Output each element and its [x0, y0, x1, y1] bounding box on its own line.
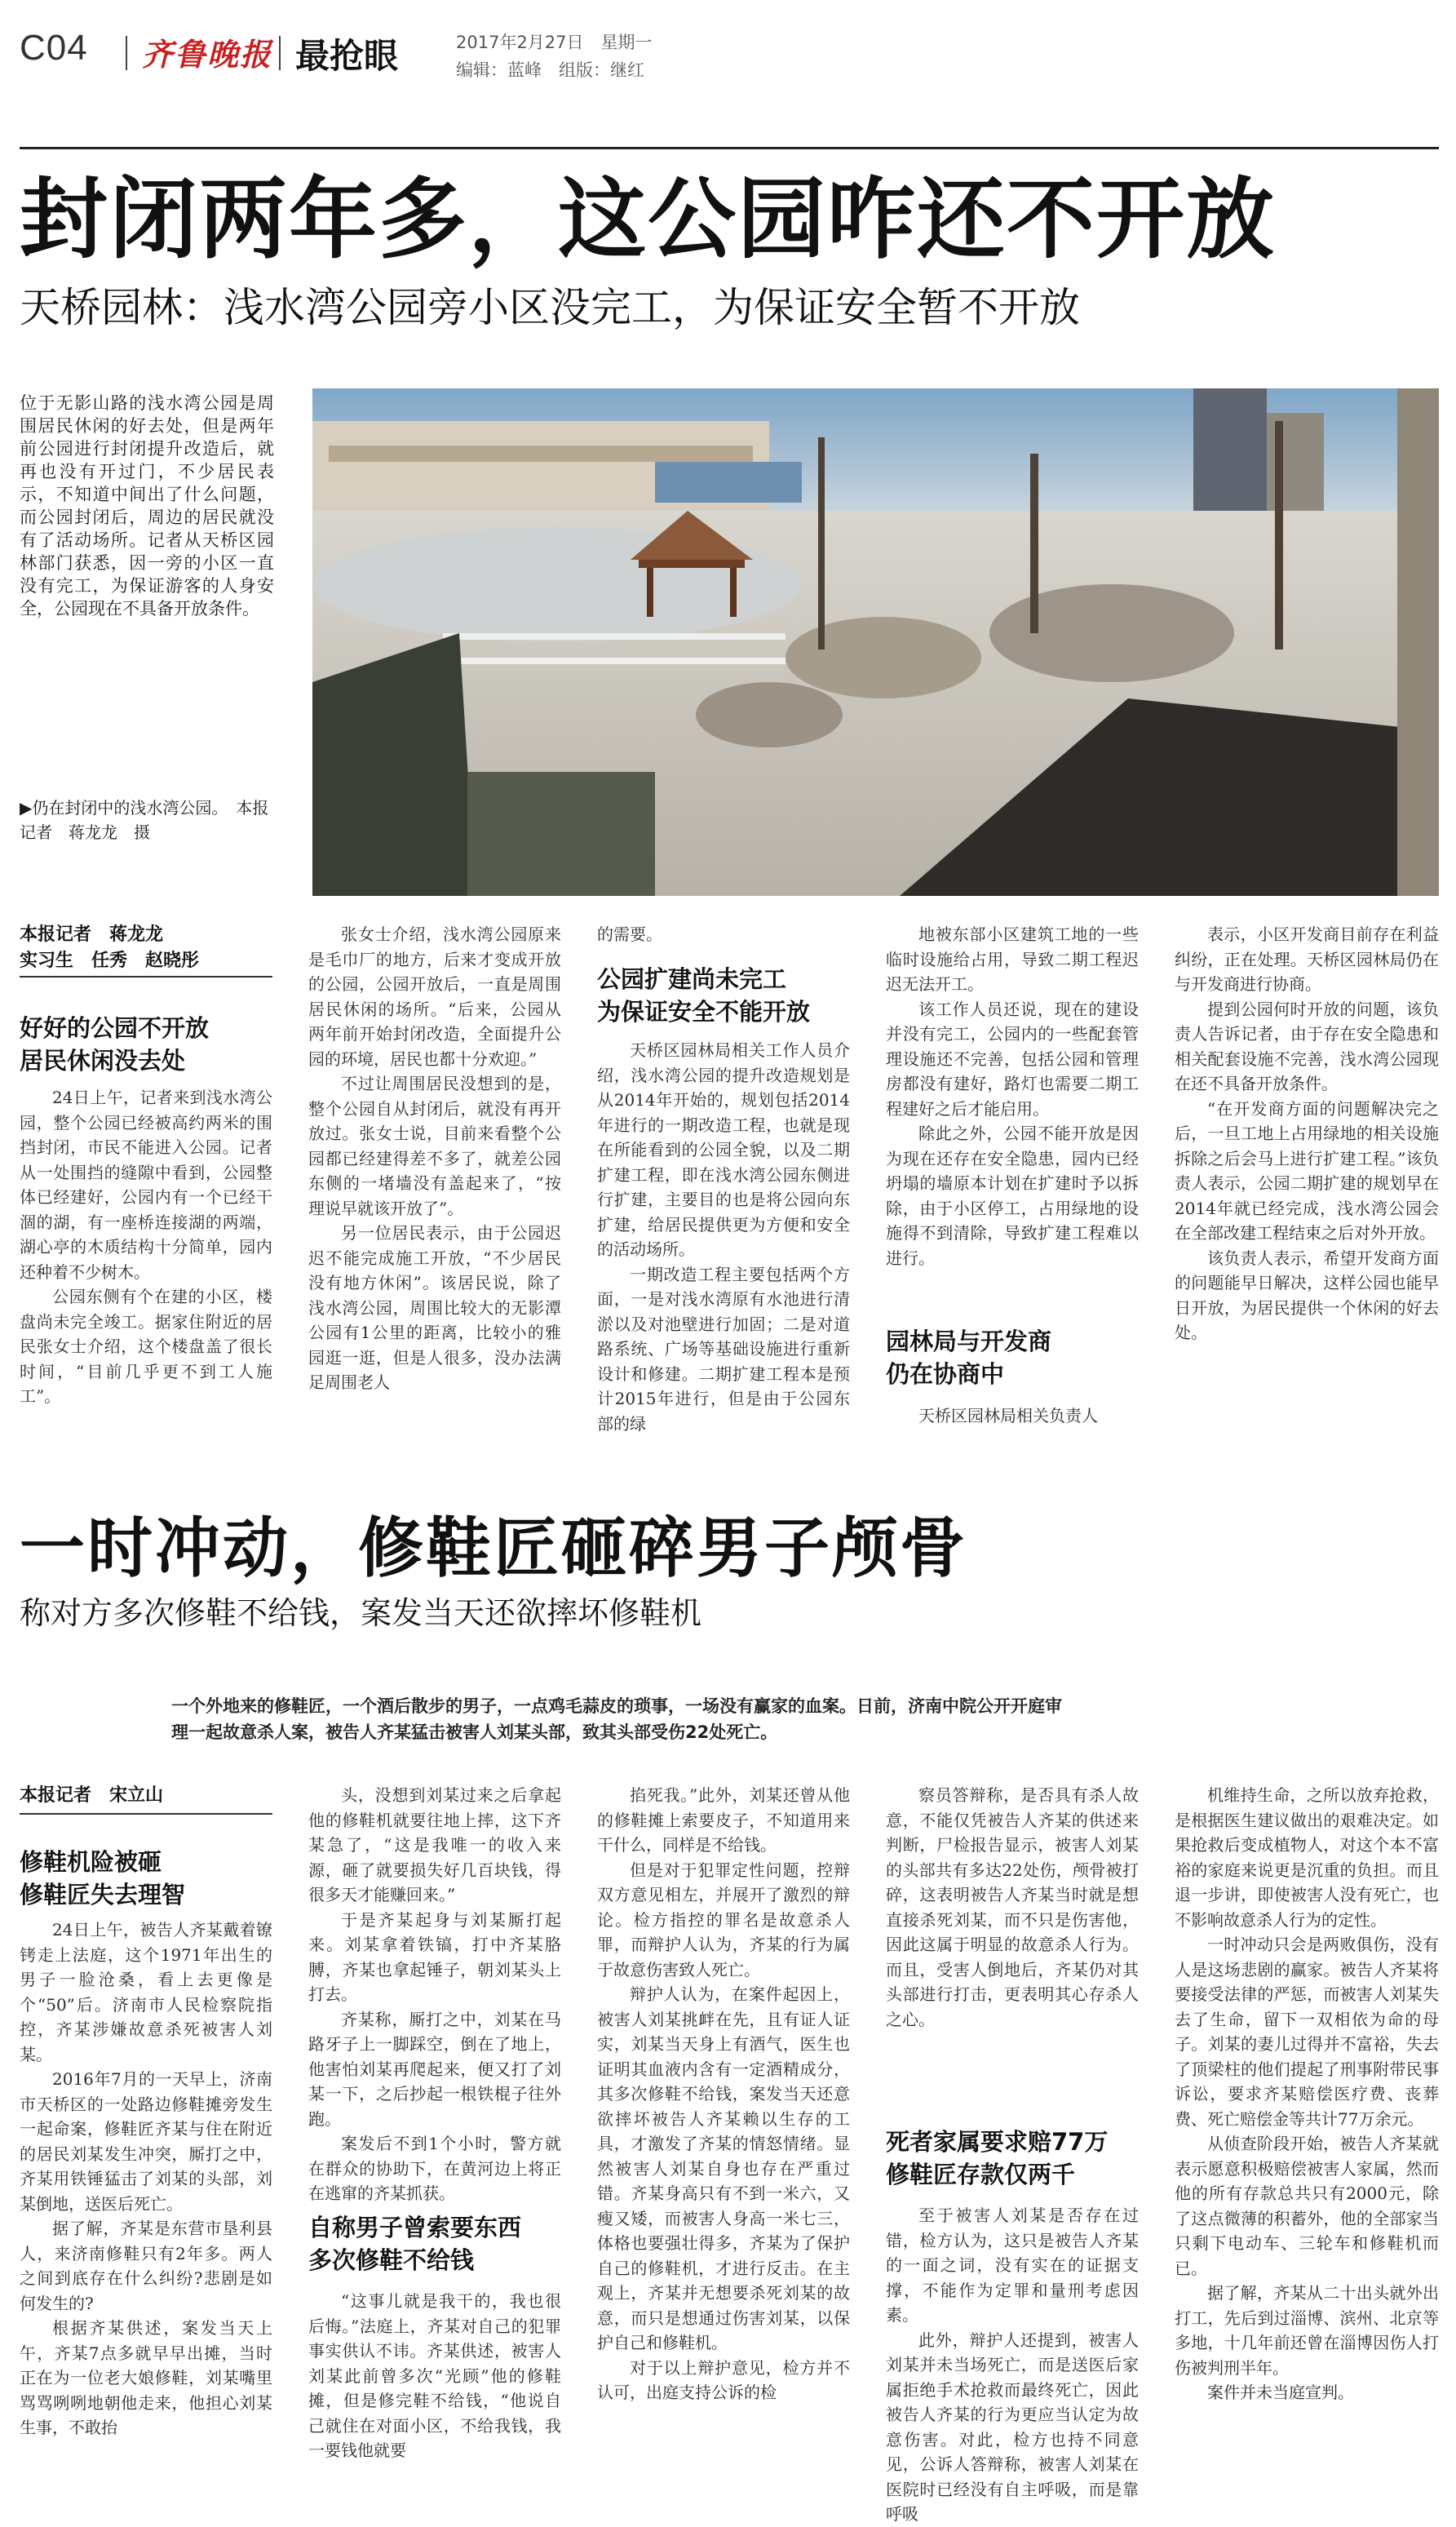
story1-column-2: [308, 922, 561, 1436]
paragraph: “在开发商方面的问题解决完之后，一旦工地上占用绿地的相关设施拆除之后会马上进行扩建工程。”该负责人表示，公园二期扩建的规划早在2014年就已经完成，浅水湾公园会在全部改建工程结束之后对外开放。: [1175, 1098, 1439, 1243]
story1-column-1: [20, 1085, 272, 1436]
masthead-divider: [279, 36, 281, 70]
paragraph: 此外，辩护人还提到，被害人刘某并未当场死亡，而是送医后家属拒绝手术抢救而最终死亡，因此被告人齐某的行为更应当认定为故意伤害。对此，检方也持不同意见，公诉人答辩称，被害人刘某在医院时已经没有自主呼吸，而是靠呼吸: [886, 2330, 1139, 2524]
paragraph: 一期改造工程主要包括两个方面，一是对浅水湾原有水池进行清淤以及对池壁进行加固；二是对道路系统、广场等基础设施进行重新设计和修建。二期扩建工程本是预计2015年进行，但是由于公园东部的绿: [597, 1264, 850, 1434]
story1-column-3: [597, 1038, 850, 1438]
paragraph: 据了解，齐某是东营市垦利县人，来济南修鞋只有2年多。两人之间到底存在什么纠纷?悲剧是如何发生的?: [20, 2219, 272, 2313]
paragraph: 但是对于犯罪定性问题，控辩双方意见相左，并展开了激烈的辩论。检方指控的罪名是故意杀人罪，而辩护人认为，齐某的行为属于故意伤害致人死亡。: [597, 1860, 850, 1979]
paragraph: 该负责人表示，希望开发商方面的问题能早日解决，这样公园也能早日开放，为居民提供一个休闲的好去处。: [1175, 1248, 1439, 1342]
story2-column-4-tail: [886, 2203, 1139, 2524]
story2-subhead-1: 修鞋机险被砸 修鞋匠失去理智: [20, 1848, 186, 1909]
story1-subheadline: 天桥园林：浅水湾公园旁小区没完工，为保证安全暂不开放: [20, 284, 1080, 331]
paragraph: 于是齐某起身与刘某厮打起来。刘某拿着铁镐，打中齐某胳膊，齐某也拿起锤子，朝刘某头上打去。: [308, 1909, 561, 2004]
story2-column-5: [1175, 1783, 1439, 2485]
paragraph: 24日上午，被告人齐某戴着镣铐走上法庭，这个1971年出生的男子一脸沧桑，看上去更像是个“50”后。济南市人民检察院指控，齐某涉嫌故意杀死被害人刘某。: [20, 1920, 272, 2064]
paragraph: 张女士介绍，浅水湾公园原来是毛巾厂的地方，后来才变成开放的公园，公园开放后，一直是周围居民休闲的场所。“后来，公园从两年前开始封闭改造，全面提升公园的环境，居民也都十分欢迎。”: [308, 924, 561, 1069]
paragraph: 察员答辩称，是否具有杀人故意，不能仅凭被告人齐某的供述来判断，尸检报告显示，被害人刘某的头部共有多达22处伤，颅骨被打碎，这表明被告人齐某当时就是想直接杀死刘某，而不只是伤害他，因此这属于明显的故意杀人行为。而且，受害人倒地后，齐某仍对其头部进行打击，更表明其心存杀人之心。: [886, 1785, 1139, 2029]
story2-column-3: [597, 1783, 850, 2485]
story2-byline: 本报记者 宋立山: [20, 1785, 164, 1806]
story2-column-4: [886, 1783, 1139, 2093]
paragraph: 的需要。: [597, 924, 662, 944]
paragraph: 对于以上辩护意见，检方并不认可，出庭支持公诉的检: [597, 2357, 850, 2402]
paragraph: “这事儿就是我干的，我也很后悔。”法庭上，齐某对自己的犯罪事实供认不讳。齐某供述，被害人刘某此前曾多次“光顾”他的修鞋摊，但是修完鞋不给钱，“他说自己就住在对面小区，不给我钱，我一要钱他就要: [308, 2291, 561, 2460]
story2-column-2-tail: [308, 2289, 561, 2485]
story1-column-4: [886, 922, 1139, 1289]
story1-subhead-1: 好好的公园不开放 居民休闲没去处: [20, 1014, 210, 1075]
editor-credit: 编辑：蓝峰 组版：继红: [456, 60, 644, 80]
paragraph: 齐某称，厮打之中，刘某在马路牙子上一脚踩空，倒在了地上，他害怕刘某再爬起来，便又打了刘某一下，之后抄起一根铁棍子往外跑。: [308, 2009, 561, 2129]
section-title: 最抢眼: [295, 36, 399, 76]
newspaper-logo: 齐鲁晚报: [142, 36, 273, 73]
paragraph: 一时冲动只会是两败俱伤，没有人是这场悲剧的赢家。被告人齐某将要接受法律的严惩，而被害人刘某失去了生命，留下一双相依为命的母子。刘某的妻儿过得并不富裕，失去了顶梁柱的他们提起了刑事附带民事诉讼，要求齐某赔偿医疗费、丧葬费、死亡赔偿金等共计77万余元。: [1175, 1935, 1439, 2129]
byline-rule: [20, 976, 272, 978]
masthead-divider: [126, 36, 127, 70]
paragraph: 不过让周围居民没想到的是，整个公园自从封闭后，就没有再开放过。张女士说，目前来看整个公园都已经建得差不多了，就差公园东侧的一堵墙没有盖起来了，“按理说早就该开放了”。: [308, 1074, 561, 1218]
paragraph: 表示，小区开发商目前存在利益纠纷，正在处理。天桥区园林局仍在与开发商进行协商。: [1175, 924, 1439, 994]
paragraph: 另一位居民表示，由于公园迟迟不能完成施工开放，“不少居民没有地方休闲”。该居民说，除了浅水湾公园，周围比较大的无影潭公园有1公里的距离，比较小的雅园逛一逛，但是人很多，没办法满足周围老人: [308, 1223, 561, 1392]
reporter-name: 本报记者 蒋龙龙: [20, 924, 164, 945]
story2-subhead-3: 死者家属要求赔77万 修鞋匠存款仅两千: [886, 2128, 1109, 2188]
byline-rule: [20, 1813, 272, 1815]
paragraph: 头，没想到刘某过来之后拿起他的修鞋机就要往地上摔，这下齐某急了，“这是我唯一的收入来源，砸了就要损失好几百块钱，得很多天才能赚回来。”: [308, 1785, 561, 1904]
story2-headline: 一时冲动，修鞋匠砸碎男子颅骨: [20, 1510, 967, 1586]
paragraph: 天桥区园林局相关工作人员介绍，浅水湾公园的提升改造规划是从2014年开始的，规划包括2014年进行的一期改造工程，也就是现在所能看到的公园全貌，以及二期扩建工程，即在浅水湾公园东侧进行扩建，主要目的也是将公园向东扩建，给居民提供更为方便和安全的活动场所。: [597, 1040, 850, 1259]
paragraph: 掐死我。”此外，刘某还曾从他的修鞋摊上索要皮子，不知道用来干什么，同样是不给钱。: [597, 1785, 850, 1855]
header-rule: [20, 147, 1439, 149]
paragraph: 机维持生命，之所以放弃抢救，是根据医生建议做出的艰难决定。如果抢救后变成植物人，对这个本不富裕的家庭来说更是沉重的负担。而且退一步讲，即使被害人没有死亡，也不影响故意杀人行为的定性。: [1175, 1785, 1439, 1930]
story2-subhead-2: 自称男子曾索要东西 多次修鞋不给钱: [308, 2214, 522, 2274]
story2-column-2: [308, 1783, 561, 2203]
paragraph: 从侦查阶段开始，被告人齐某就表示愿意积极赔偿被害人家属，然而他的所有存款总共只有2000元，除了这点微薄的积蓄外，他的全部家当只剩下电动车、三轮车和修鞋机而已。: [1175, 2134, 1439, 2278]
story1-byline: [20, 922, 274, 974]
paragraph: 24日上午，记者来到浅水湾公园，整个公园已经被高约两米的围挡封闭，市民不能进入公园。记者从一处围挡的缝隙中看到，公园整体已经建好，公园内有一个已经干涸的湖，有一座桥连接湖的两端，湖心亭的木质结构十分简单，园内还种着不少树木。: [20, 1088, 272, 1282]
paragraph: 该工作人员还说，现在的建设并没有完工，公园内的一些配套管理设施还不完善，包括公园和管理房都没有建好，路灯也需要二期工程建好之后才能启用。: [886, 999, 1139, 1119]
paragraph: 2016年7月的一天早上，济南市天桥区的一处路边修鞋摊旁发生一起命案，修鞋匠齐某与住在附近的居民刘某发生冲突，厮打之中，齐某用铁锤猛击了刘某的头部，刘某倒地，送医后死亡。: [20, 2069, 272, 2214]
paragraph: 地被东部小区建筑工地的一些临时设施给占用，导致二期工程迟迟无法开工。: [886, 924, 1139, 994]
paragraph: 除此之外，公园不能开放是因为现在还存在安全隐患，园内已经坍塌的墙原本计划在扩建时予以拆除，由于小区停工，占用绿地的设施得不到清除，导致扩建工程难以进行。: [886, 1124, 1139, 1268]
story2-column-1: [20, 1917, 272, 2489]
story1-headline: 封闭两年多，这公园咋还不开放: [20, 169, 1277, 271]
story2-subheadline: 称对方多次修鞋不给钱，案发当天还欲摔坏修鞋机: [20, 1595, 702, 1631]
photo-caption: ▶仍在封闭中的浅水湾公园。 本报记者 蒋龙龙 摄: [20, 798, 269, 842]
paragraph: 至于被害人刘某是否存在过错，检方认为，这只是被告人齐某的一面之词，没有实在的证据支撑，不能作为定罪和量刑考虑因素。: [886, 2206, 1139, 2325]
issue-date: 2017年2月27日 星期一: [456, 33, 653, 52]
paragraph: 提到公园何时开放的问题，该负责人告诉记者，由于存在安全隐患和相关配套设施不完善，浅水湾公园现在还不具备开放条件。: [1175, 999, 1439, 1093]
story1-lead: 位于无影山路的浅水湾公园是周围居民休闲的好去处，但是两年前公园进行封闭提升改造后，就再也没有开过门，不少居民表示，不知道中间出了什么问题，而公园封闭后，周边的居民就没有了活动场所。记者从天桥区园林部门获悉，因一旁的小区一直没有完工，为保证游客的人身安全，公园现在不具备开放条件。: [20, 393, 274, 618]
paragraph: 案件并未当庭宣判。: [1207, 2383, 1354, 2402]
story1-subhead-2: 公园扩建尚未完工 为保证安全不能开放: [597, 965, 811, 1026]
page-number: C04: [20, 28, 88, 68]
story1-column-4-tail: [886, 1403, 1139, 1429]
story1-subhead-3: 园林局与开发商 仍在协商中: [886, 1328, 1052, 1388]
intro-line: 一个外地来的修鞋匠，一个酒后散步的男子，一点鸡毛蒜皮的琐事，一场没有赢家的血案。日前，济南中院公开开庭审: [171, 1696, 1062, 1716]
story1-column-5: [1175, 922, 1439, 1436]
paragraph: 案发后不到1个小时，警方就在群众的协助下，在黄河边上将正在逃窜的齐某抓获。: [308, 2134, 561, 2203]
intern-names: 实习生 任秀 赵晓彤: [20, 951, 200, 971]
park-photo: [312, 388, 1439, 896]
story2-intro: [171, 1693, 1281, 1745]
story1-column-3-top: [597, 922, 850, 947]
paragraph: 据了解，齐某从二十出头就外出打工，先后到过淄博、滨州、北京等多地，十几年前还曾在淄博因伤人打伤被判刑半年。: [1175, 2283, 1439, 2378]
intro-line: 理一起故意杀人案，被告人齐某猛击被害人刘某头部，致其头部受伤22处死亡。: [171, 1722, 778, 1742]
paragraph: 根据齐某供述，案发当天上午，齐某7点多就早早出摊，当时正在为一位老大娘修鞋，刘某嘴里骂骂咧咧地朝他走来，他担心刘某生事，不敢抬: [20, 2318, 272, 2437]
paragraph: 公园东侧有个在建的小区，楼盘尚未完全竣工。据家住附近的居民张女士介绍，这个楼盘盖了很长时间，“目前几乎更不到工人施工”。: [20, 1287, 272, 1406]
masthead: [20, 23, 1439, 80]
paragraph: 辩护人认为，在案件起因上，被害人刘某挑衅在先，且有证人证实，刘某当天身上有酒气，医生也证明其血液内含有一定酒精成分，其多次修鞋不给钱，案发当天还意欲摔坏被告人齐某赖以生存的工具，才激发了齐某的情怒情绪。显然被害人刘某自身也存在严重过错。齐某身高只有不到一米六，又瘦又矮，而被害人身高一米七三，体格也要强壮得多，齐某为了保护自己的修鞋机，才进行反击。在主观上，齐某并无想要杀死刘某的故意，而只是想通过伤害刘某，以保护自己和修鞋机。: [597, 1984, 850, 2352]
paragraph: 天桥区园林局相关负责人: [918, 1406, 1098, 1425]
